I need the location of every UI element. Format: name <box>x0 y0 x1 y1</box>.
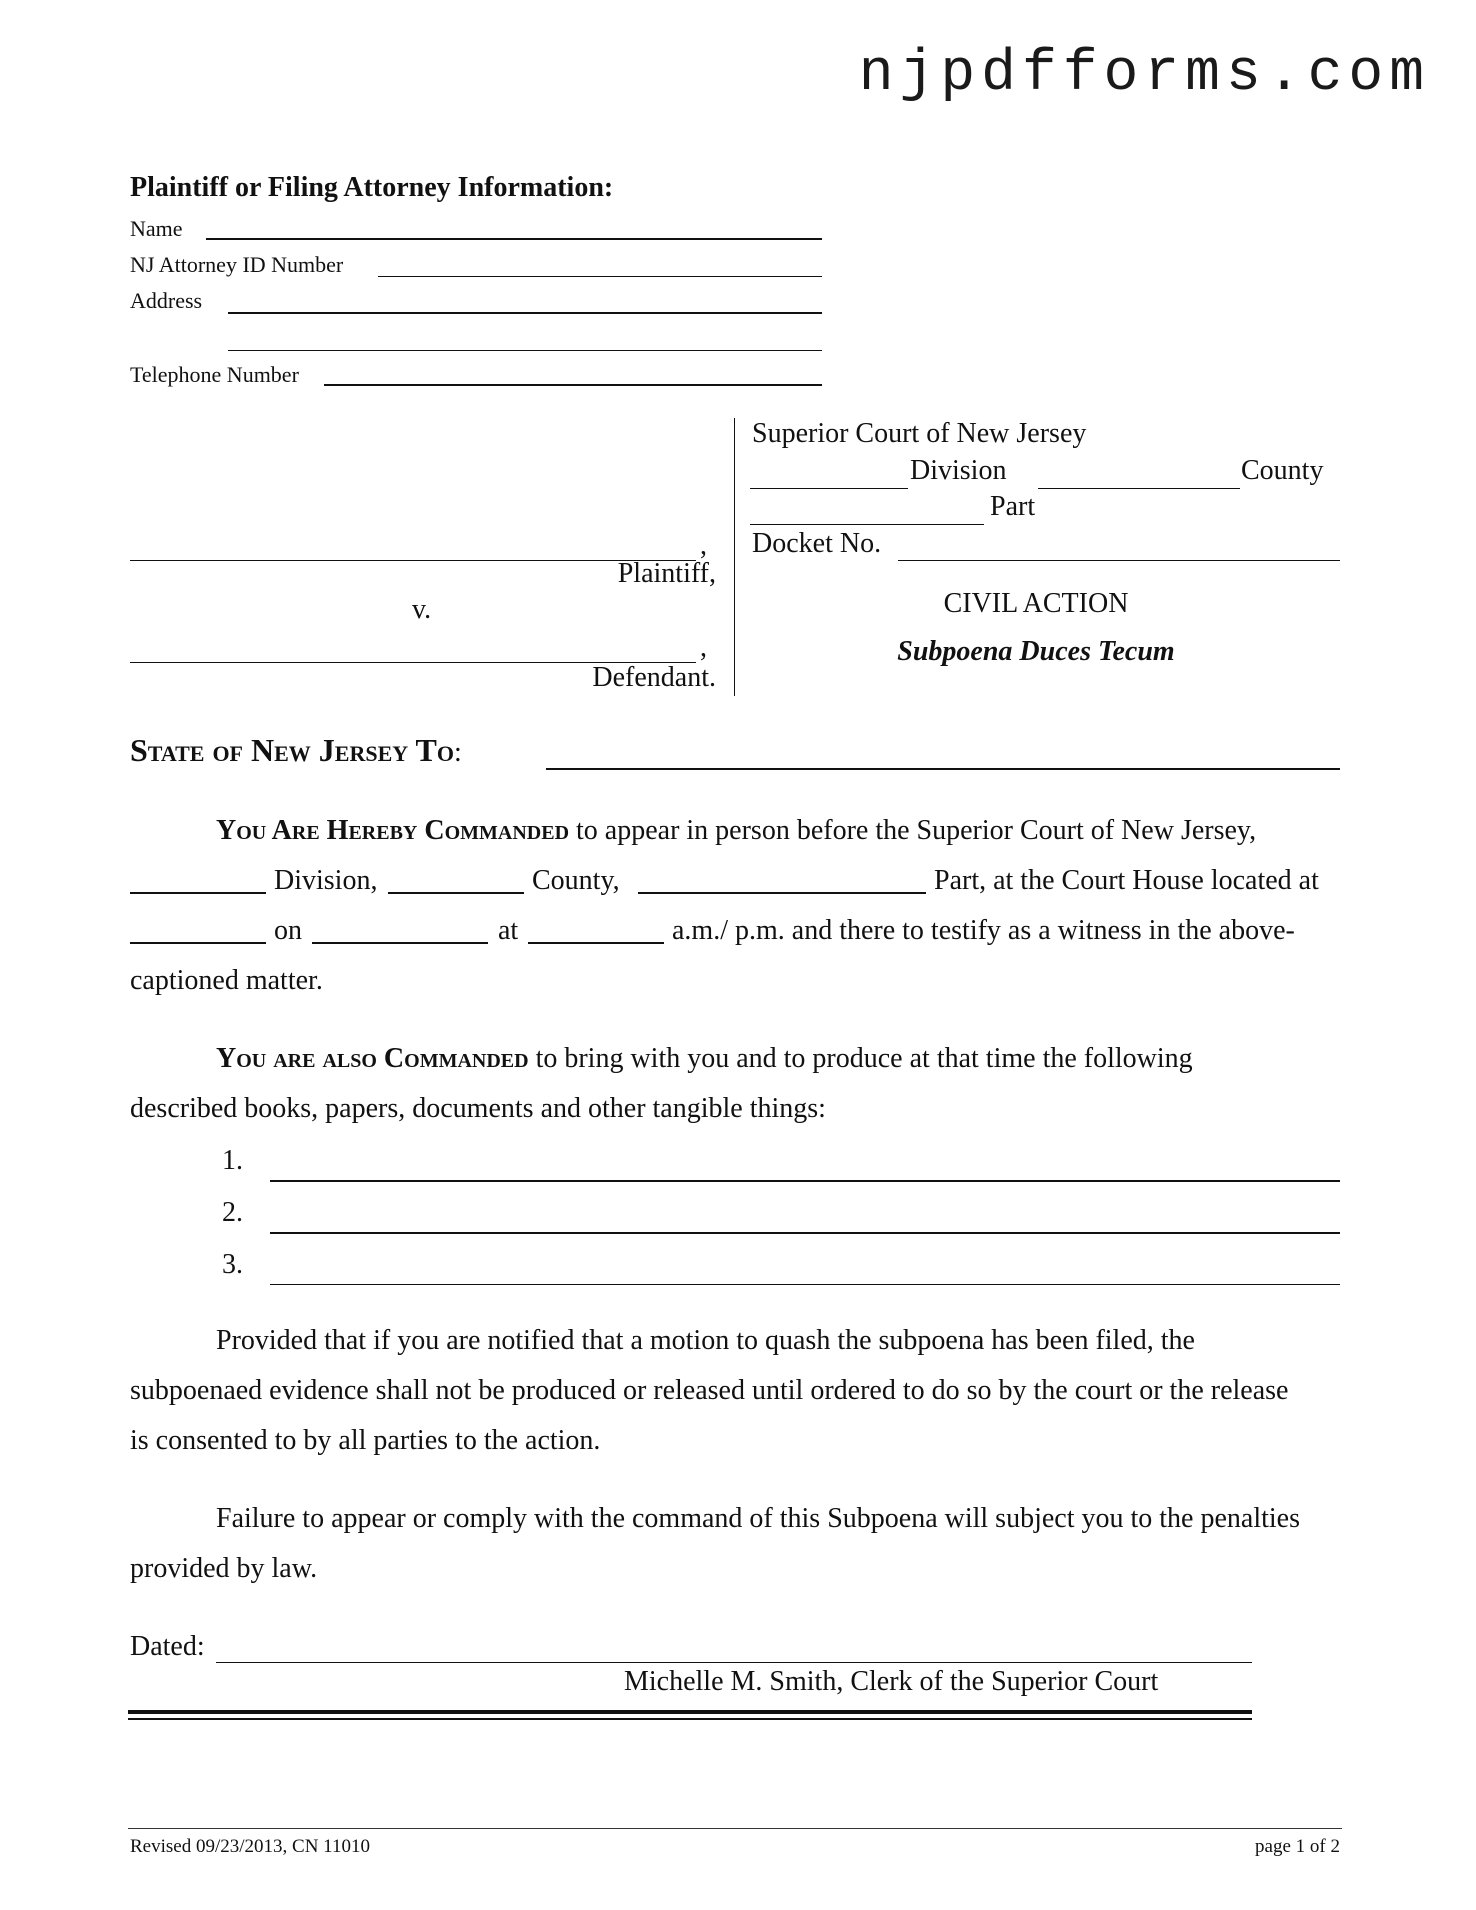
attorney-info-heading: Plaintiff or Filing Attorney Information: <box>130 172 614 203</box>
defendant-comma: , <box>700 632 707 663</box>
county-label: County <box>1241 455 1324 486</box>
failure-line-2: provided by law. <box>130 1553 318 1584</box>
also-lead: You are also Commanded <box>216 1043 529 1074</box>
signature-rule-thick <box>128 1710 1252 1714</box>
item-number-1: 1. <box>222 1145 243 1176</box>
item-field-2[interactable] <box>270 1232 1340 1234</box>
also-text-1: to bring with you and to produce at that time the following <box>535 1043 1193 1074</box>
footer-rule <box>128 1828 1342 1829</box>
signature-rule-thin <box>128 1718 1252 1720</box>
date-field[interactable] <box>312 942 488 944</box>
also-text-2: described books, papers, documents and other tangible things: <box>130 1093 826 1124</box>
telephone-field[interactable] <box>324 384 822 386</box>
command-line-1 <box>216 806 1256 856</box>
to-line-text: State of New Jersey To <box>130 732 455 768</box>
dated-label: Dated: <box>130 1631 205 1662</box>
part-field[interactable] <box>750 524 984 525</box>
item-field-1[interactable] <box>270 1180 1340 1182</box>
also-line-1 <box>216 1034 1193 1084</box>
name-label: Name <box>130 216 183 241</box>
time-field[interactable] <box>528 942 664 944</box>
versus-label: v. <box>412 594 432 625</box>
to-line-label <box>130 732 462 769</box>
item-number-2: 2. <box>222 1197 243 1228</box>
failure-line-1: Failure to appear or comply with the command of this Subpoena will subject you to the penalties <box>216 1503 1300 1534</box>
command-county-field[interactable] <box>388 892 524 894</box>
recipient-field[interactable] <box>546 768 1340 770</box>
plaintiff-label: Plaintiff, <box>617 558 716 589</box>
provided-line-3: is consented to by all parties to the action. <box>130 1425 601 1456</box>
command-at-label: at <box>498 915 519 946</box>
address-field-2[interactable] <box>228 350 822 351</box>
part-label: Part <box>990 491 1036 522</box>
provided-line-1: Provided that if you are notified that a motion to quash the subpoena has been filed, the <box>216 1325 1195 1356</box>
item-field-3[interactable] <box>270 1284 1340 1285</box>
plaintiff-comma: , <box>700 530 707 561</box>
civil-action-label: CIVIL ACTION <box>943 588 1129 619</box>
command-county-label: County, <box>532 865 620 896</box>
address-label: Address <box>130 288 203 313</box>
command-part-field[interactable] <box>638 892 926 894</box>
division-field[interactable] <box>750 488 908 489</box>
revision-note: Revised 09/23/2013, CN 11010 <box>130 1836 370 1857</box>
command-lead: You Are Hereby Commanded <box>216 815 570 846</box>
court-name: Superior Court of New Jersey <box>752 418 1087 449</box>
command-ampm-text: a.m./ p.m. and there to testify as a witness in the above- <box>672 915 1295 946</box>
dated-signature-field[interactable] <box>216 1662 1252 1663</box>
docket-field[interactable] <box>898 560 1340 561</box>
county-field[interactable] <box>1038 488 1240 489</box>
item-number-3: 3. <box>222 1249 243 1280</box>
site-watermark: njpdfforms.com <box>858 42 1430 107</box>
address-field-1[interactable] <box>228 312 822 314</box>
telephone-label: Telephone Number <box>130 362 299 387</box>
location-field[interactable] <box>130 942 266 944</box>
attorney-id-field[interactable] <box>378 276 822 277</box>
command-division-label: Division, <box>274 865 378 896</box>
caption-divider <box>734 418 735 696</box>
clerk-name: Michelle M. Smith, Clerk of the Superior Court <box>624 1666 1159 1697</box>
command-on-label: on <box>274 915 302 946</box>
command-captioned-text: captioned matter. <box>130 965 323 996</box>
provided-line-2: subpoenaed evidence shall not be produced or released until ordered to do so by the court or the release <box>130 1375 1289 1406</box>
to-line-colon: : <box>454 737 462 768</box>
attorney-id-label: NJ Attorney ID Number <box>130 252 344 277</box>
name-field[interactable] <box>206 238 822 240</box>
command-text-1: to appear in person before the Superior Court of New Jersey, <box>576 815 1257 846</box>
defendant-label: Defendant. <box>592 662 716 693</box>
page-number: page 1 of 2 <box>1255 1836 1340 1857</box>
command-part-label: Part, at the Court House located at <box>934 865 1319 896</box>
document-title: Subpoena Duces Tecum <box>897 636 1175 667</box>
docket-label: Docket No. <box>752 528 882 559</box>
division-label: Division <box>910 455 1007 486</box>
command-division-field[interactable] <box>130 892 266 894</box>
